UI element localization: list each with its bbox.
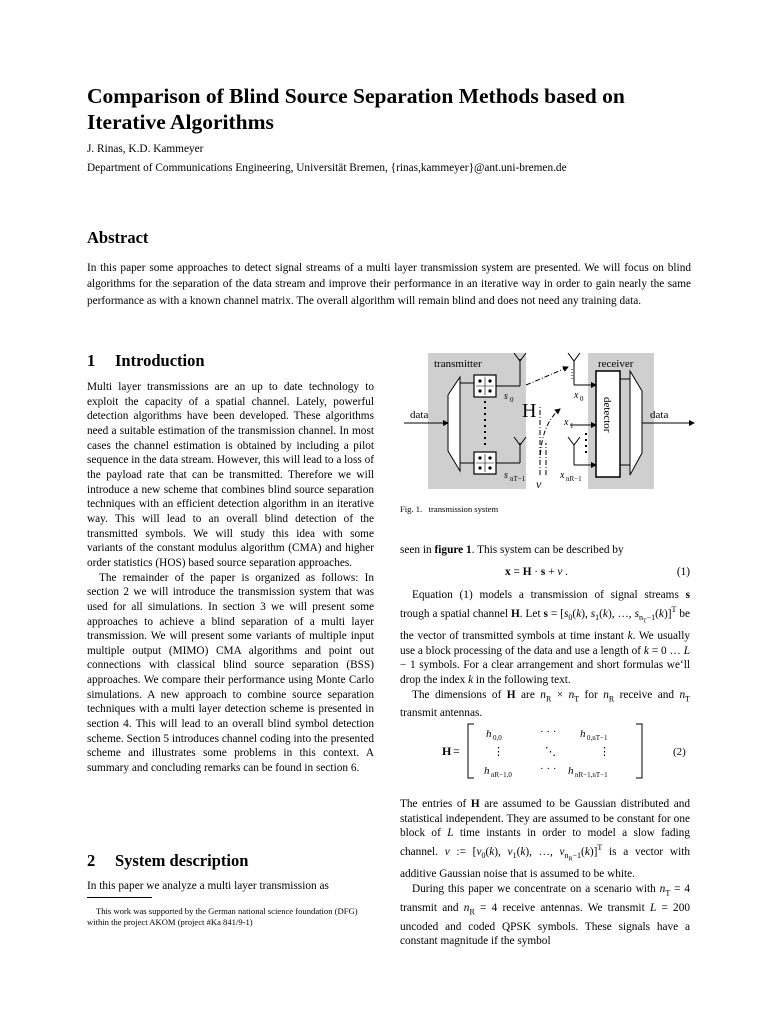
svg-text:0,nT−1: 0,nT−1	[587, 734, 608, 742]
x0-label: x	[574, 390, 579, 401]
abstract-heading: Abstract	[87, 228, 149, 247]
svg-text:⋱: ⋱	[545, 746, 556, 758]
section-2-title: System description	[115, 851, 249, 870]
intro-paragraph-1: Multi layer transmissions are an up to date technology to exploit the capacity of a spatial channel. Lately, powerful detection algorithms have been developed. These algorithms need a suitable estimation of the transmission channel. In most cases the channel estimation is obtained by including a pilot sequence in the data stream. However, this will lead to a loss of the payload rate that can be transmitted. Therefore we will introduce a new scheme that combines blind source separation techniques with an efficient detection algorithm in an iterative way. This will lead to an overall blind detection of the transmitted symbols. We will study this idea with some variants of the constant modulus algorithm (CMA) and higher order statistics (HOS) based source separation approaches.	[87, 381, 374, 569]
figure-1-link: figure 1	[434, 544, 472, 556]
svg-text:=: =	[453, 744, 460, 758]
svg-text:· · ·: · · ·	[540, 726, 557, 738]
matrix-H-label: H	[442, 744, 452, 758]
figure-caption-label: Fig. 1.	[400, 504, 423, 514]
data-in-label: data	[410, 409, 429, 421]
intro-paragraph-2: The remainder of the paper is organized as follows: In section 2 we will introduce the transmission system that was used for all simulations. In section 3 we will present some approaches to achieve a blind separation of a multi layer transmission. We will present some variants of multiple input multiple output (MIMO) CMA algorithms and point out connections with classical blind source separation (BSS) approaches. We compare their performance using Monte Carlo simulations. A new approach to combine source separation techniques with a multi layer detection scheme is presented in section 4. This will lead to an overall blind symbol detection scheme. Section 5 introduces channel coding into the presented scheme and illustrates some problems in this context. A summary and concluding remarks can be found in section 6.	[87, 571, 374, 775]
section-2-heading	[87, 851, 248, 871]
equation-2-number: (2)	[673, 746, 686, 758]
section-1-number: 1	[87, 351, 96, 370]
equation-2	[400, 722, 690, 782]
receiver-label: receiver	[598, 358, 634, 370]
modulator-bottom	[474, 452, 496, 474]
equation-1-discussion: Equation (1) models a transmission of signal streams s trough a spatial channel H. Let $s = [s_0(k)$, $s_1(k)$, …, $s_{n_T-1}(k)]^T$ be the vector of transmitted symbols at time instant k. We usually use a block processing of the data and use a length of k = 0 … L − 1 symbols. For a clear arrangement and short formulas we‘ll drop the index k in the following text. The dimensions of H are $n_R \times n_T$ for $n_R$ receive and $n_T$ transmit antennas.	[400, 589, 690, 720]
noise-discussion: The entries of H are assumed to be Gaussian distributed and statistical independent. They are assumed to be constant for one block of L time instants in order to model a slow fading channel. ν := [$\nu_0(k)$, $\nu_1(k)$, …, $\nu_{n_R-1}(k)]^T$ is a vector with additive Gaussian noise that is assumed to be white. During this paper we concentrate on a scenario with $n_T = 4$ transmit and $n_R = 4$ receive antennas. We transmit L = 200 uncoded and coded QPSK symbols. These signals have a constant magnitude if the symbol	[400, 798, 691, 948]
x1-label: x	[564, 417, 569, 428]
svg-text:nR−1,0: nR−1,0	[491, 771, 512, 779]
svg-text:· · ·: · · ·	[540, 763, 557, 775]
data-out-label: data	[650, 409, 669, 421]
detector-label: detector	[601, 397, 613, 433]
svg-text:h: h	[484, 765, 490, 777]
svg-text:0,0: 0,0	[493, 734, 502, 742]
transmitter-label: transmitter	[434, 358, 482, 370]
fig-reference-text: seen in figure 1. This system can be described by	[400, 544, 624, 556]
paper-affiliation: Department of Communications Engineering, Universität Bremen, {rinas,kammeyer}@ant.uni-bremen.de	[87, 162, 567, 174]
paper-title: Comparison of Blind Source Separation Methods based on Iterative Algorithms	[87, 84, 625, 134]
paper-authors: J. Rinas, K.D. Kammeyer	[87, 143, 204, 155]
svg-text:⋮: ⋮	[599, 746, 610, 758]
svg-text:⋮: ⋮	[493, 746, 504, 758]
modulator-top	[474, 375, 496, 397]
svg-text:0: 0	[510, 396, 514, 404]
svg-text:h: h	[486, 728, 492, 740]
svg-text:1: 1	[570, 422, 574, 430]
svg-text:0: 0	[580, 395, 584, 403]
svg-text:h: h	[568, 765, 574, 777]
s0-label: s	[504, 391, 508, 402]
section-1-title: Introduction	[115, 351, 205, 370]
transmission-system-figure	[400, 345, 700, 495]
figure-caption	[400, 504, 498, 514]
svg-text:nT−1: nT−1	[510, 475, 526, 483]
equation-1-number: (1)	[676, 566, 690, 578]
svg-text:h: h	[580, 728, 586, 740]
rx-antenna-top-icon	[568, 353, 580, 361]
noise-label: ν	[536, 477, 542, 491]
section-2-number: 2	[87, 851, 96, 870]
intro-body	[87, 380, 374, 776]
svg-text:nR−1,nT−1: nR−1,nT−1	[575, 771, 608, 779]
footnote-rule	[87, 897, 152, 898]
figure-caption-text: transmission system	[428, 504, 499, 514]
abstract-text: In this paper some approaches to detect signal streams of a multi layer transmission system are presented. We will focus on blind algorithms for the separation of the data stream and improve their performance in an iterative way in order to gain nearly the same performance as with a known channel matrix. The overall algorithm will remain blind and does not need any training data.	[87, 262, 691, 307]
svg-text:nR−1: nR−1	[566, 475, 582, 483]
footnote: This work was supported by the German national science foundation (DFG) within the project AKOM (project #Ka 841/9-1)	[87, 906, 358, 927]
snt-label: s	[504, 470, 508, 481]
xnr-label: x	[560, 470, 565, 481]
rx-antenna-bottom-icon	[568, 437, 580, 445]
system-paragraph-1: In this paper we analyze a multi layer transmission as	[87, 880, 329, 892]
channel-matrix-label: H	[522, 400, 537, 422]
section-1-heading	[87, 351, 205, 371]
